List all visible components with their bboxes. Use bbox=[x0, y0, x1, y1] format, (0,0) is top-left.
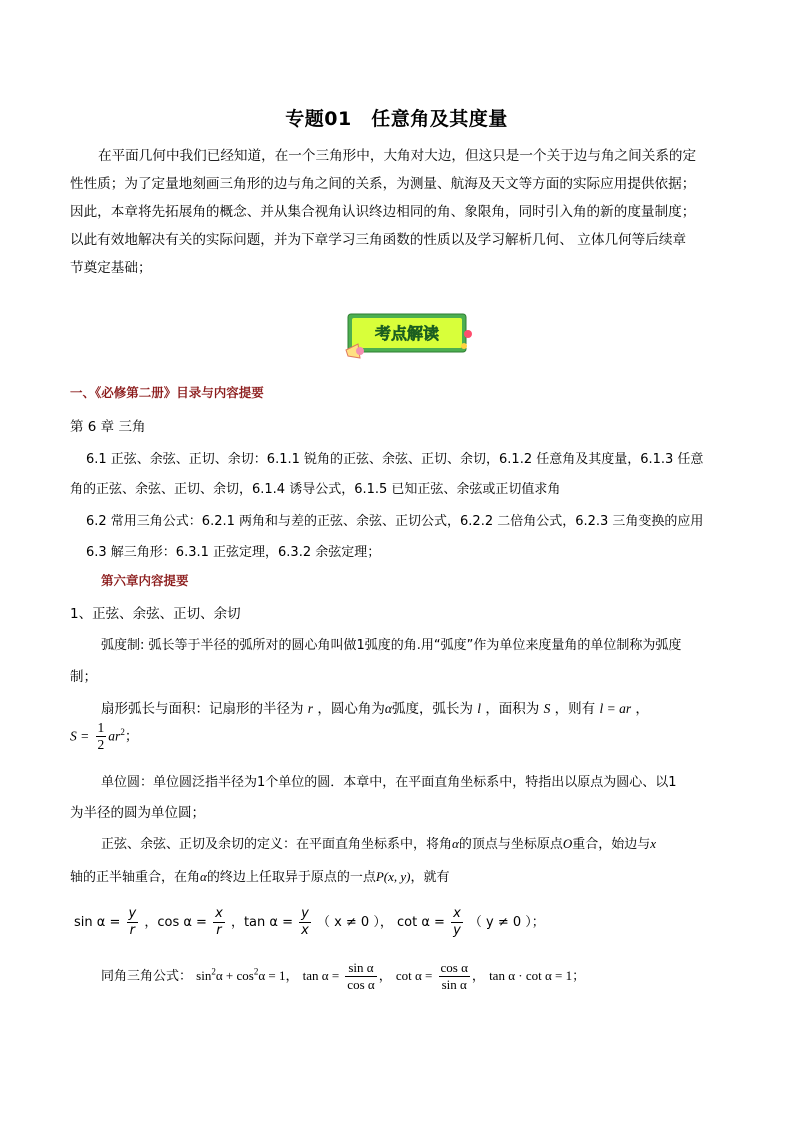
unit-circle-definition-cont: 为半径的圆为单位圆； bbox=[70, 805, 205, 821]
arc-length-formula: l = ar bbox=[599, 701, 632, 716]
trig-definition-line: 正弦、余弦、正切及余切的定义：在平面直角坐标系中，将角α的顶点与坐标原点O重合，始边与x bbox=[101, 836, 657, 852]
sector-text: 弧度，弧长为 bbox=[391, 701, 473, 717]
trig-definition-line: 轴的正半轴重合，在角α的终边上任取异于原点的一点P(x, y)，就有 bbox=[70, 869, 450, 885]
intro-line: 因此，本章将先拓展角的概念、并从集合视角认识终边相同的角、象限角，同时引入角的新的度量制度； bbox=[70, 204, 696, 220]
toc-item: 6.1 正弦、余弦、正切、余切：6.1.1 锐角的正弦、余弦、正切、余切，6.1.2 任意角及其度量，6.1.3 任意 bbox=[86, 452, 704, 467]
radian-definition: 弧度制: 弧长等于半径的弧所对的圆心角叫做1弧度的角.用“弧度”作为单位来度量角的单位制称为弧度 bbox=[101, 638, 682, 653]
intro-line: 性性质；为了定量地刻画三角形的边与角之间的关系，为测量、航海及天文等方面的实际应用提供依据； bbox=[70, 176, 696, 192]
subsection-title: 1、正弦、余弦、正切、余切 bbox=[70, 606, 241, 622]
section-title: 一、《必修第二册》目录与内容提要 bbox=[70, 385, 264, 400]
toc-item: 6.2 常用三角公式：6.2.1 两角和与差的正弦、余弦、正切公式，6.2.2 二倍角公式，6.2.3 三角变换的应用 bbox=[86, 514, 704, 529]
math-var: S bbox=[543, 701, 551, 716]
math-var: ar bbox=[108, 728, 121, 744]
punct: ； bbox=[124, 728, 139, 745]
key-points-badge bbox=[342, 312, 472, 364]
toc-item: 6.3 解三角形：6.3.1 正弦定理，6.3.2 余弦定理； bbox=[86, 545, 381, 560]
math-var: S = bbox=[70, 728, 90, 744]
intro-line: 节奠定基础； bbox=[70, 260, 152, 276]
badge-label: 考点解读 bbox=[374, 324, 440, 343]
sector-text: ，圆心角为 bbox=[317, 701, 385, 717]
punct: ， bbox=[635, 701, 649, 717]
radian-definition-cont: 制； bbox=[70, 669, 97, 685]
toc-item: 角的正弦、余弦、正切、余切，6.1.4 诱导公式，6.1.5 已知正弦、余弦或正切值求角 bbox=[70, 482, 561, 497]
sector-area-formula: S = $\frac{1}{2}$ $ar^2$； bbox=[70, 720, 139, 752]
sector-formula-line bbox=[101, 697, 649, 717]
math-var: α bbox=[384, 701, 392, 716]
math-var: r bbox=[307, 701, 314, 716]
sector-text: ，则有 bbox=[554, 701, 596, 717]
sector-text: ，面积为 bbox=[485, 701, 540, 717]
chapter-summary-title: 第六章内容提要 bbox=[101, 573, 189, 588]
intro-line: 以此有效地解决有关的实际问题，并为下章学习三角函数的性质以及学习解析几何、 立体几何等后续章 bbox=[70, 232, 687, 248]
sector-text: 扇形弧长与面积：记扇形的半径为 bbox=[101, 701, 304, 717]
page-title: 专题01 任意角及其度量 bbox=[285, 108, 508, 130]
intro-paragraph bbox=[70, 142, 722, 282]
math-var: l bbox=[477, 701, 482, 716]
fraction: $\frac{1}{2}$ bbox=[97, 720, 105, 752]
intro-line: 在平面几何中我们已经知道，在一个三角形中，大角对大边，但这只是一个关于边与角之间关系的定 bbox=[98, 148, 697, 164]
identities-line: 同角三角公式： $\sin^2\alpha + \cos^2\alpha = 1$， tan α = $\frac{\text{sin α}}{\text{cos α}}$ ， cot α = $\frac{\text{cos α}}{\text{sin α}}$ ， tan α · cot α = 1； bbox=[101, 960, 586, 992]
chapter-heading: 第 6 章 三角 bbox=[70, 419, 146, 435]
trig-definitions-formula: sin α = $\frac{y}{r}$ ，cos α = $\frac{x}{r}$ ，tan α = $\frac{y}{x}$ （ x ≠ 0 ）， cot α = $\frac{x}{y}$ （ y ≠ 0 ）； bbox=[74, 906, 545, 938]
unit-circle-definition: 单位圆：单位圆泛指半径为1个单位的圆．本章中，在平面直角坐标系中，特指出以原点为圆心、以1 bbox=[101, 775, 677, 790]
